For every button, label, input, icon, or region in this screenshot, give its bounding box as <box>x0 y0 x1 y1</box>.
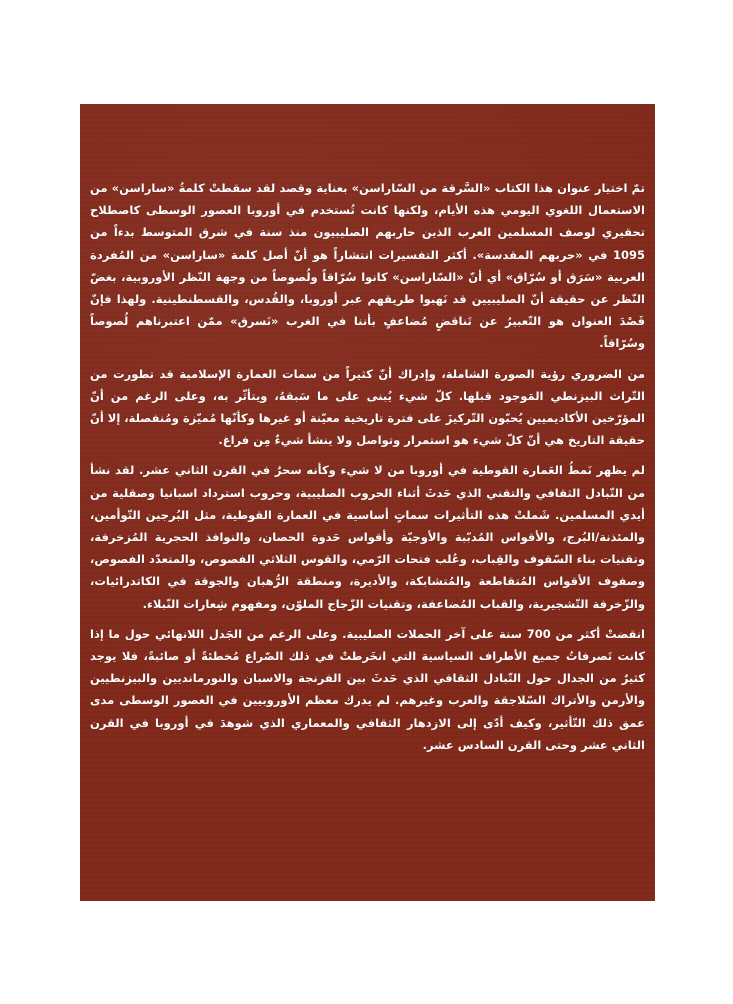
paragraph-4: انقضتْ أكثر من 700 سنة على آخر الحملات الصليبية. وعلى الرغم من الجَدل اللانهائي حول ما إذا كانت تَصرفاتُ جميع الأطراف السياسية التي انخَرطتْ في ذلك الصّراع مُخطئةً أو صائبةً، فلا يوجد كثيرٌ من الجدال حول التّبادل الثقافي الذي حَدثَ بين الفرنجة والاسبان والنورمانديين والبيزنطيين والأرمن والأتراك السّلاجقة والعرب وغيرهم. لم يدرك معظم الأوروبيين في العصور الوسطى مدى عمق ذلك التّأثير، وكيف أدّى إلى الازدهار الثقافي والمعماري الذي شوهدَ في أوروبا في القرن الثاني عشر وحتى القرن السادس عشر. <box>90 626 645 752</box>
paragraph-1: تمّ اختيار عنوان هذا الكتاب «السَّرقة من السّاراسن» بعناية وقصد لقد سقطتْ كلمةُ «ساراسن» من الاستعمال اللغوي اليومي هذه الأيام، ولكنها كانت تُستخدم في أوروبا العصور الوسطى كاصطلاح تحقيري لوصف المسلمين العرب الذين حاربهم الصليبيون منذ سنة في شرق المتوسط بدءاً من 1095 في «حربهم المقدسة». أكثر التفسيرات انتشاراً هو أنّ أصل كلمة «ساراسن» من المُفردة العربية «سَرَق أو سُرّاق» أي أنّ «السّاراسن» كانوا سُرّاقاً ولُصوصاً من وجهة النّظر الأوروبية، بغضّ النّظر عن حقيقة أنّ الصليبيين قد نَهبوا طريقهم عبر أوروبا، والقُدس، والقسطنطينية. ولهذا فإنّ قَصْدَ العنوان هو التّعبيرُ عن تَناقضٍ مُضاعفٍ بأننا في الغرب «نَسرق» ممّن اعتبرناهم لُصوصاً وسُرّاقاً. <box>90 181 645 351</box>
paragraph-3: لم يظهر نَمطُ العَمارة القوطية في أوروبا من لا شيء وكأنه سحرٌ في القرن الثاني عشر. لقد نشأ من التّبادل الثقافي والتقني الذي حَدثَ أثناء الحروب الصليبية، وحروب استرداد اسبانيا وصقلية من أيدي المسلمين. شَملتْ هذه التأثيرات سماتٍ أساسية في العمارة القوطية، مثل البُرجين التّوأمين، والمئذنة/البُرج، والأقواس المُدبّبة والأوجيّة وأقواس حَدوة الحصان، والنوافذ الحجرية المُزخرفة، وتقنيات بناء السّقوف والقِباب، وعُلب فتحات الرّمي، والقوس الثلاثي الفصوص، والمتعدّد الفصوص، وصفوف الأقواس المُتقاطعة والمُتشابكة، والأديرة، ومنطقة الرُّهبان والجوقة في الكاتدرائيات، والزّخرفة التّشجيرية، والقباب المُضاعفة، وتقنيات الزّجاج الملوّن، ومفهوم شِعارات النّبلاء. <box>90 463 645 611</box>
body-text <box>90 177 645 756</box>
book-back-cover <box>80 104 655 901</box>
paragraph-2: من الضروري رؤية الصورة الشاملة، وإدراك أنّ كثيراً من سمات العمارة الإسلامية قد تطورت من التّراث البيزنطي المَوجود قبلها. كلّ شيء يُبنى على ما سَبقهُ، ويتأثّر به، وعلى الرغم من أنّ المؤرّخين الأكاديميين يُحبّون التّركيزَ على فترة تاريخية معيّنة أو غيرها وكأنّها مُميّزة ومُنفصلة، إلا أنّ حقيقة التاريخ هي أنّ كلّ شيء هو استمرار وتواصل ولا ينشأ شيءٌ مِن فراغ. <box>90 366 645 448</box>
